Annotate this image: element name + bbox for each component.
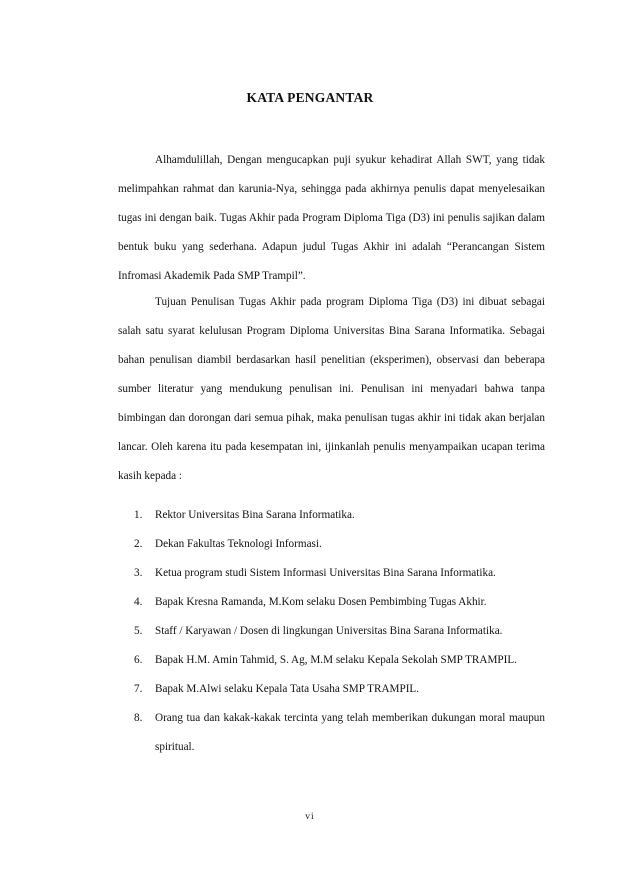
list-item-number: 8. — [134, 712, 143, 724]
list-item-number: 1. — [134, 509, 143, 521]
list-item-text: Ketua program studi Sistem Informasi Universitas Bina Sarana Informatika. — [155, 567, 496, 579]
list-item — [118, 588, 545, 617]
list-item-number: 3. — [134, 567, 143, 579]
page-title: KATA PENGANTAR — [246, 90, 374, 105]
list-item — [118, 559, 545, 588]
list-item-text: Bapak Kresna Ramanda, M.Kom selaku Dosen Pembimbing Tugas Akhir. — [155, 596, 487, 608]
list-item-text: Dekan Fakultas Teknologi Informasi. — [155, 538, 322, 550]
list-item — [118, 675, 545, 704]
list-item-number: 7. — [134, 683, 143, 695]
list-item-text: Bapak H.M. Amin Tahmid, S. Ag, M.M selaku Kepala Sekolah SMP TRAMPIL. — [155, 654, 517, 666]
page-number: vi — [305, 812, 315, 822]
list-item-text: Rektor Universitas Bina Sarana Informatika. — [155, 509, 355, 521]
list-item — [118, 646, 545, 675]
list-item-number: 4. — [134, 596, 143, 608]
list-item-text: Orang tua dan kakak-kakak tercinta yang telah memberikan dukungan moral maupun spiritual. — [155, 712, 545, 753]
list-item-text: Staff / Karyawan / Dosen di lingkungan Universitas Bina Sarana Informatika. — [155, 625, 503, 637]
list-item-number: 2. — [134, 538, 143, 550]
paragraph-intro: Alhamdulillah, Dengan mengucapkan puji syukur kehadirat Allah SWT, yang tidak melimpahkan rahmat dan karunia-Nya, sehingga pada akhirnya penulis dapat menyelesaikan tugas ini dengan baik. Tugas Akhir pada Program Diploma Tiga (D3) ini penulis sajikan dalam bentuk buku yang sederhana. Adapun judul Tugas Akhir ini adalah “Perancangan Sistem Infromasi Akademik Pada SMP Trampil”. — [118, 154, 545, 282]
list-item-number: 5. — [134, 625, 143, 637]
list-item — [118, 704, 545, 762]
list-item — [118, 501, 545, 530]
list-item — [118, 530, 545, 559]
list-item — [118, 617, 545, 646]
list-item-text: Bapak M.Alwi selaku Kepala Tata Usaha SMP TRAMPIL. — [155, 683, 420, 695]
list-item-number: 6. — [134, 654, 143, 666]
paragraph-purpose: Tujuan Penulisan Tugas Akhir pada program Diploma Tiga (D3) ini dibuat sebagai salah satu syarat kelulusan Program Diploma Universitas Bina Sarana Informatika. Sebagai bahan penulisan diambil berdasarkan hasil penelitian (eksperimen), observasi dan beberapa sumber literatur yang mendukung penulisan ini. Penulisan ini menyadari bahwa tanpa bimbingan dan dorongan dari semua pihak, maka penulisan tugas akhir ini tidak akan berjalan lancar. Oleh karena itu pada kesempatan ini, ijinkanlah penulis menyampaikan ucapan terima kasih kepada : — [118, 296, 545, 482]
acknowledgement-list — [118, 501, 545, 762]
